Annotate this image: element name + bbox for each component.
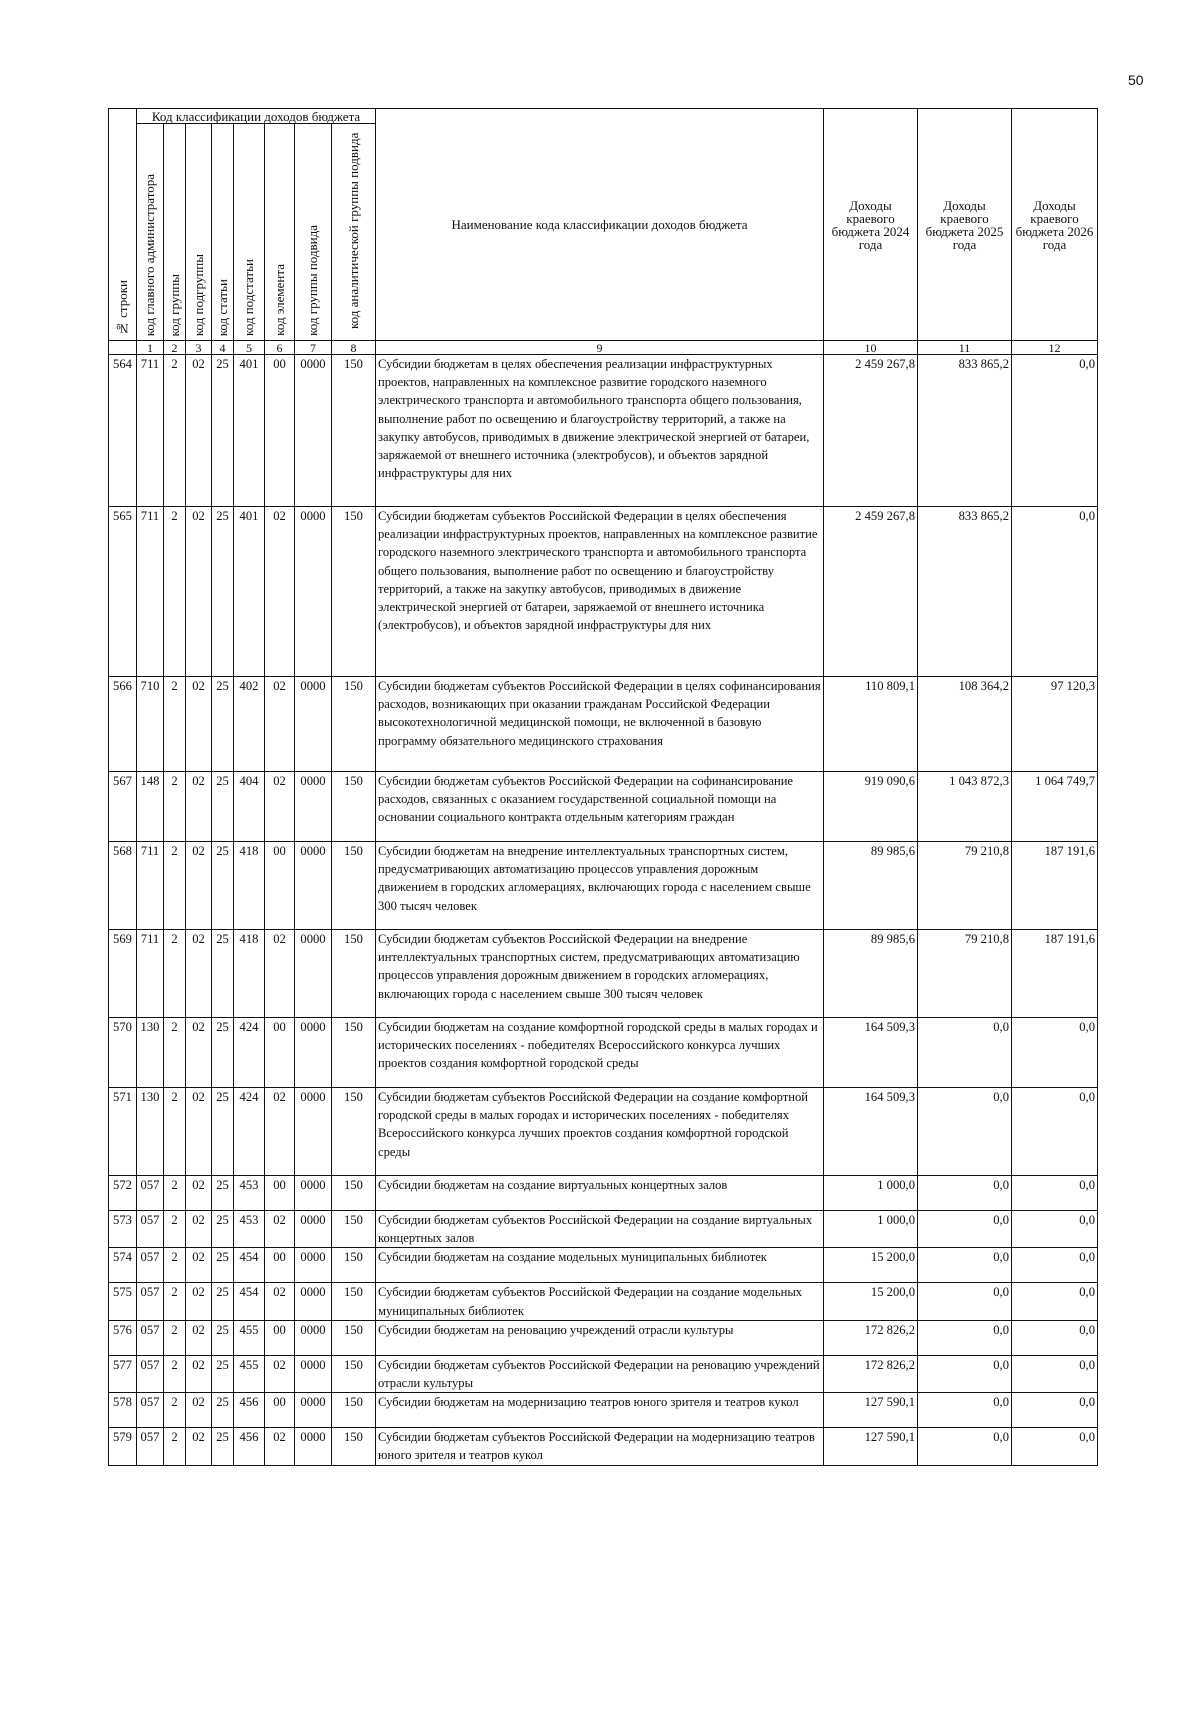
column-number: 5 — [234, 341, 265, 355]
header-income-2024: Доходы краевого бюджета 2024 года — [824, 109, 918, 341]
income-name-cell: Субсидии бюджетам субъектов Российской Федерации в целях обеспечения реализации инфраструктурных проектов, направленных на комплексное развитие городского наземного электрического транспорта и автомобильного транспорта общего пользования, выполнение работ по освещению и благоустройству территорий, а также на закупку автобусов, приводимых в движение электрической энергией от батареи, заряжаемой от внешнего источника (электробусов), и объектов зарядной инфраструктуры для них — [376, 507, 824, 677]
income-2025-cell: 0,0 — [918, 1211, 1012, 1248]
admin-code-cell: 057 — [137, 1248, 164, 1283]
row-number-cell: 576 — [109, 1320, 137, 1355]
element-code-cell: 00 — [265, 1018, 295, 1088]
income-2026-cell: 0,0 — [1012, 1176, 1098, 1211]
analytic-group-code-cell: 150 — [332, 1393, 376, 1428]
income-2024-cell: 1 000,0 — [824, 1176, 918, 1211]
income-2024-cell: 919 090,6 — [824, 772, 918, 842]
income-name-cell: Субсидии бюджетам субъектов Российской Федерации на создание комфортной городской среды в малых городах и исторических поселениях - победителях Всероссийского конкурса лучших проектов создания комфортной городской среды — [376, 1088, 824, 1176]
table-row — [109, 1248, 1098, 1283]
header-name: Наименование кода классификации доходов бюджета — [376, 109, 824, 341]
income-2025-cell: 0,0 — [918, 1355, 1012, 1392]
subgroup-code-cell: 02 — [186, 355, 212, 507]
subtype-group-code-cell: 0000 — [295, 1355, 332, 1392]
income-name-cell: Субсидии бюджетам субъектов Российской Федерации на модернизацию театров юного зрителя и театров кукол — [376, 1428, 824, 1465]
analytic-group-code-cell: 150 — [332, 1176, 376, 1211]
subarticle-code-cell: 424 — [234, 1088, 265, 1176]
analytic-group-code-cell: 150 — [332, 507, 376, 677]
admin-code-cell: 130 — [137, 1088, 164, 1176]
subtype-group-code-cell: 0000 — [295, 930, 332, 1018]
element-code-cell: 02 — [265, 772, 295, 842]
income-2025-cell: 0,0 — [918, 1018, 1012, 1088]
income-2025-cell: 0,0 — [918, 1320, 1012, 1355]
column-number: 1 — [137, 341, 164, 355]
analytic-group-code-cell: 150 — [332, 677, 376, 772]
table-row — [109, 1176, 1098, 1211]
admin-code-cell: 711 — [137, 930, 164, 1018]
element-code-cell: 00 — [265, 1248, 295, 1283]
income-name-cell: Субсидии бюджетам субъектов Российской Федерации на реновацию учреждений отрасли культуры — [376, 1355, 824, 1392]
income-name-cell: Субсидии бюджетам на создание модельных муниципальных библиотек — [376, 1248, 824, 1283]
article-code-cell: 25 — [212, 1320, 234, 1355]
subarticle-code-cell: 424 — [234, 1018, 265, 1088]
subgroup-code-cell: 02 — [186, 1283, 212, 1320]
income-name-cell: Субсидии бюджетам на модернизацию театров юного зрителя и театров кукол — [376, 1393, 824, 1428]
admin-code-cell: 057 — [137, 1355, 164, 1392]
analytic-group-code-cell: 150 — [332, 1018, 376, 1088]
group-code-cell: 2 — [164, 507, 186, 677]
subgroup-code-cell: 02 — [186, 1428, 212, 1465]
group-code-cell: 2 — [164, 1355, 186, 1392]
subgroup-code-cell: 02 — [186, 1393, 212, 1428]
article-code-cell: 25 — [212, 1018, 234, 1088]
income-name-cell: Субсидии бюджетам субъектов Российской Федерации в целях софинансирования расходов, возникающих при оказании гражданам Российской Федерации высокотехнологичной медицинской помощи, не включенной в базовую программу обязательного медицинского страхования — [376, 677, 824, 772]
group-code-cell: 2 — [164, 355, 186, 507]
income-name-cell: Субсидии бюджетам на создание комфортной городской среды в малых городах и исторических поселениях - победителях Всероссийского конкурса лучших проектов создания комфортной городской среды — [376, 1018, 824, 1088]
income-name-cell: Субсидии бюджетам субъектов Российской Федерации на внедрение интеллектуальных транспортных систем, предусматривающих автоматизацию процессов управления дорожным движением в городских агломерациях, включающих города с населением свыше 300 тысяч человек — [376, 930, 824, 1018]
row-number-cell: 565 — [109, 507, 137, 677]
header-element-code: код элемента — [265, 124, 295, 341]
subgroup-code-cell: 02 — [186, 772, 212, 842]
admin-code-cell: 057 — [137, 1211, 164, 1248]
article-code-cell: 25 — [212, 677, 234, 772]
income-2024-cell: 164 509,3 — [824, 1018, 918, 1088]
income-2025-cell: 0,0 — [918, 1283, 1012, 1320]
admin-code-cell: 711 — [137, 507, 164, 677]
header-income-2025: Доходы краевого бюджета 2025 года — [918, 109, 1012, 341]
income-name-cell: Субсидии бюджетам на реновацию учреждений отрасли культуры — [376, 1320, 824, 1355]
admin-code-cell: 710 — [137, 677, 164, 772]
header-article-code: код статьи — [212, 124, 234, 341]
element-code-cell: 00 — [265, 842, 295, 930]
analytic-group-code-cell: 150 — [332, 1283, 376, 1320]
table-row — [109, 1283, 1098, 1320]
column-number: 8 — [332, 341, 376, 355]
table-row — [109, 1320, 1098, 1355]
table-row — [109, 1211, 1098, 1248]
admin-code-cell: 057 — [137, 1320, 164, 1355]
income-name-cell: Субсидии бюджетам субъектов Российской Федерации на софинансирование расходов, связанных с оказанием государственной социальной помощи на основании социального контракта отдельным категориям граждан — [376, 772, 824, 842]
group-code-cell: 2 — [164, 1393, 186, 1428]
income-2026-cell: 0,0 — [1012, 1355, 1098, 1392]
article-code-cell: 25 — [212, 772, 234, 842]
income-2025-cell: 108 364,2 — [918, 677, 1012, 772]
subgroup-code-cell: 02 — [186, 507, 212, 677]
analytic-group-code-cell: 150 — [332, 772, 376, 842]
table-row — [109, 930, 1098, 1018]
row-number-cell: 577 — [109, 1355, 137, 1392]
income-2025-cell: 833 865,2 — [918, 355, 1012, 507]
income-2026-cell: 0,0 — [1012, 1211, 1098, 1248]
column-number: 12 — [1012, 341, 1098, 355]
subgroup-code-cell: 02 — [186, 1320, 212, 1355]
subtype-group-code-cell: 0000 — [295, 1393, 332, 1428]
subgroup-code-cell: 02 — [186, 1018, 212, 1088]
element-code-cell: 02 — [265, 1355, 295, 1392]
header-subgroup-code: код подгруппы — [186, 124, 212, 341]
income-2025-cell: 79 210,8 — [918, 930, 1012, 1018]
group-code-cell: 2 — [164, 930, 186, 1018]
table-row — [109, 1428, 1098, 1465]
element-code-cell: 00 — [265, 1320, 295, 1355]
analytic-group-code-cell: 150 — [332, 1248, 376, 1283]
page-number: 50 — [1128, 72, 1144, 88]
subtype-group-code-cell: 0000 — [295, 772, 332, 842]
income-2025-cell: 833 865,2 — [918, 507, 1012, 677]
admin-code-cell: 148 — [137, 772, 164, 842]
income-2024-cell: 127 590,1 — [824, 1428, 918, 1465]
analytic-group-code-cell: 150 — [332, 842, 376, 930]
row-number-cell: 570 — [109, 1018, 137, 1088]
income-2024-cell: 110 809,1 — [824, 677, 918, 772]
income-name-cell: Субсидии бюджетам на внедрение интеллектуальных транспортных систем, предусматривающих автоматизацию процессов управления дорожным движением в городских агломерациях, включающих города с населением свыше 300 тысяч человек — [376, 842, 824, 930]
analytic-group-code-cell: 150 — [332, 1320, 376, 1355]
admin-code-cell: 711 — [137, 842, 164, 930]
income-name-cell: Субсидии бюджетам в целях обеспечения реализации инфраструктурных проектов, направленных на комплексное развитие городского наземного электрического транспорта и автомобильного транспорта общего пользования, выполнение работ по освещению и благоустройству территорий, а также на закупку автобусов, приводимых в движение электрической энергией от батареи, заряжаемой от внешнего источника (электробусов), и объектов зарядной инфраструктуры для них — [376, 355, 824, 507]
group-code-cell: 2 — [164, 772, 186, 842]
analytic-group-code-cell: 150 — [332, 1355, 376, 1392]
element-code-cell: 02 — [265, 930, 295, 1018]
subgroup-code-cell: 02 — [186, 1088, 212, 1176]
subarticle-code-cell: 453 — [234, 1211, 265, 1248]
subarticle-code-cell: 456 — [234, 1393, 265, 1428]
article-code-cell: 25 — [212, 1428, 234, 1465]
column-number: 9 — [376, 341, 824, 355]
column-number: 2 — [164, 341, 186, 355]
subarticle-code-cell: 404 — [234, 772, 265, 842]
income-2024-cell: 2 459 267,8 — [824, 507, 918, 677]
income-2025-cell: 0,0 — [918, 1088, 1012, 1176]
column-number: 10 — [824, 341, 918, 355]
table-row — [109, 1355, 1098, 1392]
income-2024-cell: 89 985,6 — [824, 842, 918, 930]
subarticle-code-cell: 402 — [234, 677, 265, 772]
article-code-cell: 25 — [212, 507, 234, 677]
analytic-group-code-cell: 150 — [332, 1428, 376, 1465]
element-code-cell: 02 — [265, 1211, 295, 1248]
table-row — [109, 1088, 1098, 1176]
subarticle-code-cell: 454 — [234, 1283, 265, 1320]
row-number-cell: 567 — [109, 772, 137, 842]
row-number-cell: 566 — [109, 677, 137, 772]
income-2025-cell: 0,0 — [918, 1393, 1012, 1428]
income-2024-cell: 172 826,2 — [824, 1355, 918, 1392]
column-number: 7 — [295, 341, 332, 355]
header-income-2026: Доходы краевого бюджета 2026 года — [1012, 109, 1098, 341]
admin-code-cell: 057 — [137, 1428, 164, 1465]
table-row — [109, 677, 1098, 772]
subarticle-code-cell: 455 — [234, 1355, 265, 1392]
group-code-cell: 2 — [164, 842, 186, 930]
row-number-cell: 564 — [109, 355, 137, 507]
analytic-group-code-cell: 150 — [332, 930, 376, 1018]
article-code-cell: 25 — [212, 1283, 234, 1320]
income-name-cell: Субсидии бюджетам на создание виртуальных концертных залов — [376, 1176, 824, 1211]
group-code-cell: 2 — [164, 1428, 186, 1465]
subarticle-code-cell: 401 — [234, 507, 265, 677]
header-classification-code: Код классификации доходов бюджета — [137, 109, 376, 124]
subarticle-code-cell: 418 — [234, 842, 265, 930]
income-2025-cell: 0,0 — [918, 1176, 1012, 1211]
group-code-cell: 2 — [164, 1176, 186, 1211]
subgroup-code-cell: 02 — [186, 930, 212, 1018]
element-code-cell: 02 — [265, 1283, 295, 1320]
subarticle-code-cell: 454 — [234, 1248, 265, 1283]
row-number-cell: 579 — [109, 1428, 137, 1465]
column-number: 4 — [212, 341, 234, 355]
row-number-cell: 574 — [109, 1248, 137, 1283]
subtype-group-code-cell: 0000 — [295, 1176, 332, 1211]
header-subtype-group-code: код группы подвида — [295, 124, 332, 341]
group-code-cell: 2 — [164, 1320, 186, 1355]
income-2026-cell: 0,0 — [1012, 1393, 1098, 1428]
header-row-number: № строки — [109, 109, 137, 341]
article-code-cell: 25 — [212, 842, 234, 930]
group-code-cell: 2 — [164, 1018, 186, 1088]
group-code-cell: 2 — [164, 1283, 186, 1320]
column-number: 3 — [186, 341, 212, 355]
subtype-group-code-cell: 0000 — [295, 1320, 332, 1355]
row-number-cell: 571 — [109, 1088, 137, 1176]
row-number-cell: 578 — [109, 1393, 137, 1428]
subgroup-code-cell: 02 — [186, 842, 212, 930]
column-numbers-row — [109, 341, 1098, 355]
header-admin-code: код главного администратора — [137, 124, 164, 341]
group-code-cell: 2 — [164, 1088, 186, 1176]
subtype-group-code-cell: 0000 — [295, 1088, 332, 1176]
admin-code-cell: 057 — [137, 1393, 164, 1428]
article-code-cell: 25 — [212, 1211, 234, 1248]
income-2024-cell: 127 590,1 — [824, 1393, 918, 1428]
income-2025-cell: 1 043 872,3 — [918, 772, 1012, 842]
row-number-cell: 573 — [109, 1211, 137, 1248]
income-2025-cell: 79 210,8 — [918, 842, 1012, 930]
header-analytic-group-code: код аналитической группы подвида — [332, 124, 376, 341]
element-code-cell: 02 — [265, 1088, 295, 1176]
subtype-group-code-cell: 0000 — [295, 842, 332, 930]
subgroup-code-cell: 02 — [186, 677, 212, 772]
income-2026-cell: 187 191,6 — [1012, 930, 1098, 1018]
analytic-group-code-cell: 150 — [332, 1211, 376, 1248]
row-number-cell: 575 — [109, 1283, 137, 1320]
income-name-cell: Субсидии бюджетам субъектов Российской Федерации на создание виртуальных концертных залов — [376, 1211, 824, 1248]
header-group-code: код группы — [164, 124, 186, 341]
column-number: 6 — [265, 341, 295, 355]
subgroup-code-cell: 02 — [186, 1248, 212, 1283]
income-2026-cell: 0,0 — [1012, 1018, 1098, 1088]
income-2026-cell: 0,0 — [1012, 1320, 1098, 1355]
article-code-cell: 25 — [212, 1088, 234, 1176]
income-2024-cell: 15 200,0 — [824, 1248, 918, 1283]
element-code-cell: 00 — [265, 355, 295, 507]
income-2025-cell: 0,0 — [918, 1248, 1012, 1283]
table-row — [109, 1393, 1098, 1428]
table-row — [109, 507, 1098, 677]
budget-income-table — [108, 108, 1098, 1466]
income-name-cell: Субсидии бюджетам субъектов Российской Федерации на создание модельных муниципальных библиотек — [376, 1283, 824, 1320]
subtype-group-code-cell: 0000 — [295, 507, 332, 677]
income-2026-cell: 1 064 749,7 — [1012, 772, 1098, 842]
subtype-group-code-cell: 0000 — [295, 1283, 332, 1320]
subarticle-code-cell: 456 — [234, 1428, 265, 1465]
element-code-cell: 00 — [265, 1176, 295, 1211]
article-code-cell: 25 — [212, 1176, 234, 1211]
income-2024-cell: 172 826,2 — [824, 1320, 918, 1355]
admin-code-cell: 711 — [137, 355, 164, 507]
subtype-group-code-cell: 0000 — [295, 355, 332, 507]
subtype-group-code-cell: 0000 — [295, 1428, 332, 1465]
income-2026-cell: 0,0 — [1012, 1283, 1098, 1320]
subarticle-code-cell: 455 — [234, 1320, 265, 1355]
income-2026-cell: 0,0 — [1012, 355, 1098, 507]
income-2026-cell: 0,0 — [1012, 1088, 1098, 1176]
row-number-cell: 569 — [109, 930, 137, 1018]
analytic-group-code-cell: 150 — [332, 355, 376, 507]
subtype-group-code-cell: 0000 — [295, 1248, 332, 1283]
table-row — [109, 355, 1098, 507]
admin-code-cell: 057 — [137, 1283, 164, 1320]
subarticle-code-cell: 401 — [234, 355, 265, 507]
article-code-cell: 25 — [212, 930, 234, 1018]
article-code-cell: 25 — [212, 1248, 234, 1283]
group-code-cell: 2 — [164, 677, 186, 772]
table-row — [109, 842, 1098, 930]
column-number — [109, 341, 137, 355]
admin-code-cell: 057 — [137, 1176, 164, 1211]
column-number: 11 — [918, 341, 1012, 355]
row-number-cell: 572 — [109, 1176, 137, 1211]
article-code-cell: 25 — [212, 355, 234, 507]
income-2025-cell: 0,0 — [918, 1428, 1012, 1465]
group-code-cell: 2 — [164, 1211, 186, 1248]
subgroup-code-cell: 02 — [186, 1211, 212, 1248]
income-2024-cell: 15 200,0 — [824, 1283, 918, 1320]
row-number-cell: 568 — [109, 842, 137, 930]
subarticle-code-cell: 418 — [234, 930, 265, 1018]
admin-code-cell: 130 — [137, 1018, 164, 1088]
element-code-cell: 02 — [265, 1428, 295, 1465]
subtype-group-code-cell: 0000 — [295, 1211, 332, 1248]
article-code-cell: 25 — [212, 1355, 234, 1392]
subgroup-code-cell: 02 — [186, 1355, 212, 1392]
subtype-group-code-cell: 0000 — [295, 1018, 332, 1088]
income-2026-cell: 97 120,3 — [1012, 677, 1098, 772]
income-2024-cell: 89 985,6 — [824, 930, 918, 1018]
table-row — [109, 772, 1098, 842]
element-code-cell: 02 — [265, 677, 295, 772]
header-subarticle-code: код подстатьи — [234, 124, 265, 341]
income-2024-cell: 1 000,0 — [824, 1211, 918, 1248]
element-code-cell: 02 — [265, 507, 295, 677]
subarticle-code-cell: 453 — [234, 1176, 265, 1211]
income-2026-cell: 187 191,6 — [1012, 842, 1098, 930]
income-2026-cell: 0,0 — [1012, 507, 1098, 677]
table-row — [109, 1018, 1098, 1088]
income-2024-cell: 2 459 267,8 — [824, 355, 918, 507]
group-code-cell: 2 — [164, 1248, 186, 1283]
income-2026-cell: 0,0 — [1012, 1428, 1098, 1465]
element-code-cell: 00 — [265, 1393, 295, 1428]
analytic-group-code-cell: 150 — [332, 1088, 376, 1176]
income-2026-cell: 0,0 — [1012, 1248, 1098, 1283]
subtype-group-code-cell: 0000 — [295, 677, 332, 772]
income-2024-cell: 164 509,3 — [824, 1088, 918, 1176]
subgroup-code-cell: 02 — [186, 1176, 212, 1211]
article-code-cell: 25 — [212, 1393, 234, 1428]
